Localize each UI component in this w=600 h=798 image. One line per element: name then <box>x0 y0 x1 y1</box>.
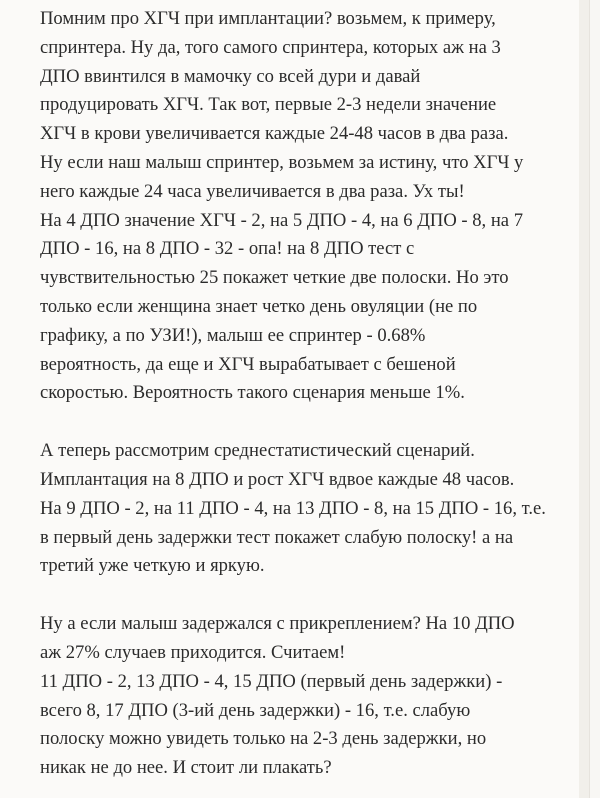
article-body <box>40 5 589 783</box>
text-line: в первый день задержки тест покажет слабую полоску! а на <box>40 526 514 548</box>
text-line: него каждые 24 часа увеличивается в два раза. Ух ты! <box>40 180 465 202</box>
text-line: полоску можно увидеть только на 2-3 день задержки, но <box>40 728 487 750</box>
text-line: Ну если наш малыш спринтер, возьмем за истину, что ХГЧ у <box>40 151 524 173</box>
text-line: чувствительностью 25 покажет четкие две полоски. Но это <box>40 267 509 289</box>
text-line: На 4 ДПО значение ХГЧ - 2, на 5 ДПО - 4, на 6 ДПО - 8, на 7 <box>40 209 524 231</box>
text-line: 11 ДПО - 2, 13 ДПО - 4, 15 ДПО (первый день задержки) - <box>40 670 503 692</box>
text-line: ДПО - 16, на 8 ДПО - 32 - опа! на 8 ДПО тест с <box>40 238 415 260</box>
text-line: ДПО ввинтился в мамочку со всей дури и давай <box>40 65 421 87</box>
paragraph-3 <box>40 610 589 783</box>
text-line: ХГЧ в крови увеличивается каждые 24-48 часов в два раза. <box>40 123 509 145</box>
text-line: На 9 ДПО - 2, на 11 ДПО - 4, на 13 ДПО - 8, на 15 ДПО - 16, т.е. <box>40 497 546 519</box>
text-line: аж 27% случаев приходится. Считаем! <box>40 641 346 663</box>
paragraph-2 <box>40 437 589 581</box>
text-line: третий уже четкую и яркую. <box>40 555 265 577</box>
paragraph-1 <box>40 5 589 408</box>
text-line: А теперь рассмотрим среднестатистический сценарий. <box>40 440 475 462</box>
text-line: никак не до нее. И стоит ли плакать? <box>40 757 332 779</box>
text-line: только если женщина знает четко день овуляции (не по <box>40 295 478 317</box>
text-line: скоростью. Вероятность такого сценария меньше 1%. <box>40 382 465 404</box>
text-line: всего 8, 17 ДПО (3-ий день задержки) - 16, т.е. слабую <box>40 699 471 721</box>
text-line: продуцировать ХГЧ. Так вот, первые 2-3 недели значение <box>40 94 497 116</box>
text-line: спринтера. Ну да, того самого спринтера, которых аж на 3 <box>40 36 501 58</box>
scrollbar-track[interactable] <box>579 0 589 798</box>
text-line: Помним про ХГЧ при имплантации? возьмем, к примеру, <box>40 8 496 29</box>
text-line: Имплантация на 8 ДПО и рост ХГЧ вдвое каждые 48 часов. <box>40 468 515 490</box>
text-line: вероятность, да еще и ХГЧ вырабатывает с бешеной <box>40 353 456 375</box>
paragraph-gap <box>40 408 589 437</box>
paragraph-gap <box>40 581 589 610</box>
text-line: графику, а по УЗИ!), малыш ее спринтер - 0.68% <box>40 324 426 346</box>
text-line: Ну а если малыш задержался с прикреплением? На 10 ДПО <box>40 613 515 635</box>
